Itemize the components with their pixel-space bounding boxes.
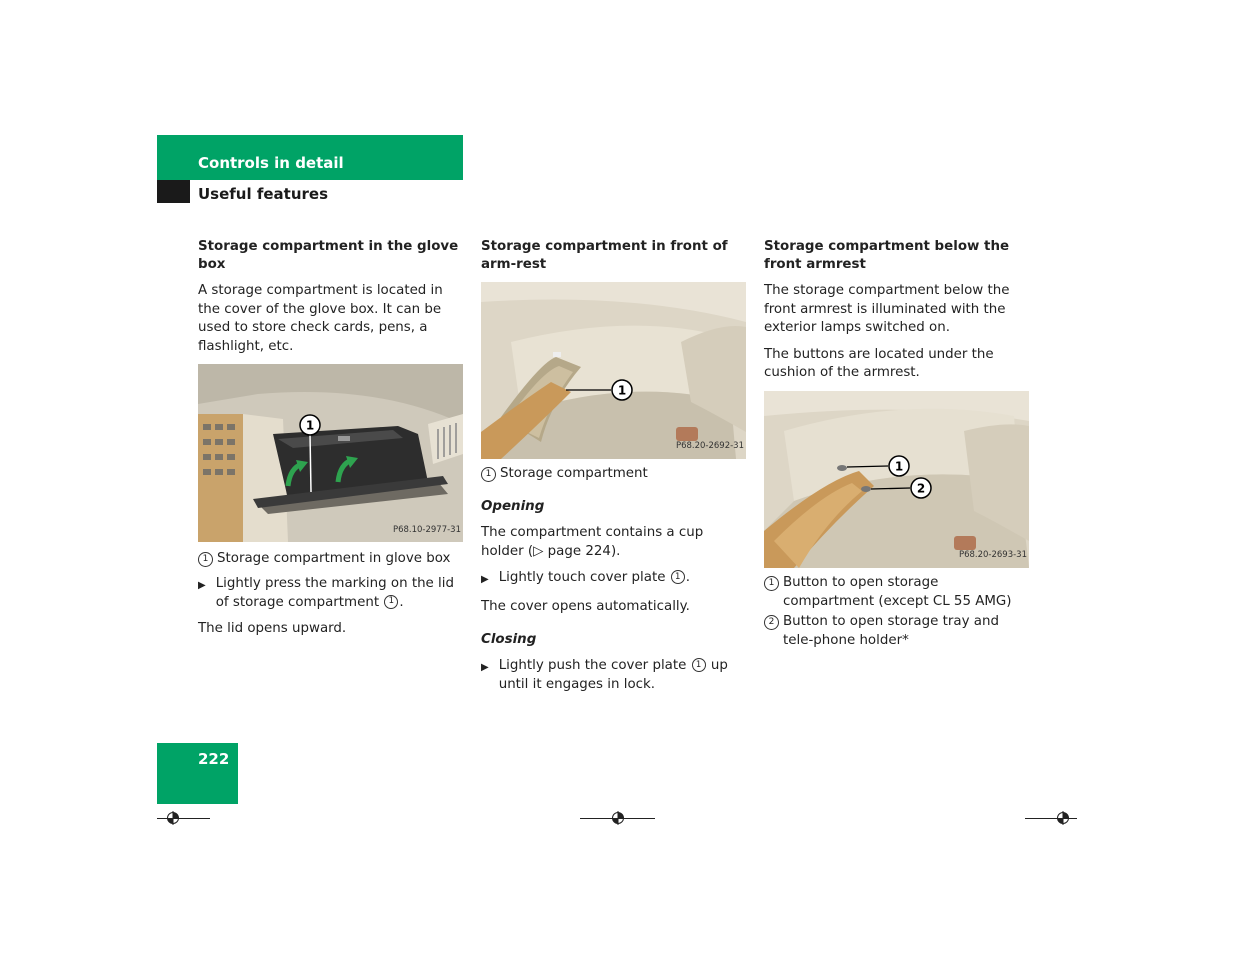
instruction-step-open <box>481 569 749 590</box>
caption-number: 1 <box>481 467 496 482</box>
subsection-title: Useful features <box>198 185 329 203</box>
caption-text: Button to open storage compartment (except CL 55 AMG) <box>783 574 1012 609</box>
caption-glove-box <box>198 550 466 569</box>
paragraph-illumination: The storage compartment below the front armrest is illuminated with the exterior lamps switched on. <box>764 283 1010 336</box>
instruction-step-close <box>481 657 749 694</box>
step-text-b: . <box>685 570 690 586</box>
instruction-step <box>198 575 466 612</box>
callout-1-label: 1 <box>894 459 904 474</box>
armrest-illustration <box>481 282 746 459</box>
step-result: The lid opens upward. <box>198 621 347 637</box>
closing-heading: Closing <box>481 631 537 647</box>
caption-number: 1 <box>764 576 779 591</box>
step-ref-number: 1 <box>671 570 685 584</box>
step-text-a: Lightly touch cover plate <box>498 570 666 586</box>
step-text <box>499 657 749 694</box>
caption-number: 1 <box>198 552 213 567</box>
caption-text: Storage compartment in glove box <box>217 551 451 567</box>
figure-glove-box <box>198 364 463 542</box>
caption-number: 2 <box>764 615 779 630</box>
opening-heading: Opening <box>481 498 545 514</box>
paragraph-buttons: The buttons are located under the cushion of the armrest. <box>764 346 994 381</box>
registration-mark-icon <box>166 811 180 825</box>
registration-line-left <box>157 818 210 819</box>
bullet-arrow-icon: ▶ <box>481 662 489 674</box>
callout-2-label: 2 <box>916 481 926 496</box>
callout-1-label: 1 <box>305 418 315 433</box>
step-text-a: Lightly push the cover plate <box>498 658 687 674</box>
step-text-b: up until it engages in lock. <box>498 658 728 692</box>
page-number: 222 <box>198 750 230 768</box>
registration-mark-icon <box>1056 811 1070 825</box>
step-result: The cover opens automatically. <box>481 598 690 614</box>
registration-mark-icon <box>611 811 625 825</box>
glove-box-illustration <box>198 364 463 542</box>
column-front-armrest <box>481 238 749 702</box>
armrest-buttons-illustration <box>764 391 1029 568</box>
heading-front-armrest: Storage compartment in front of arm-rest <box>481 239 728 272</box>
section-title: Controls in detail <box>198 154 344 172</box>
step-text-a: Lightly press the marking on the lid of storage compartment <box>215 575 454 610</box>
caption-text: Button to open storage tray and tele-phone holder* <box>783 614 999 648</box>
opening-text: The compartment contains a cup holder (▷ page 224). <box>481 525 704 559</box>
header-marker <box>157 180 190 203</box>
caption-button-2 <box>764 613 1032 650</box>
step-ref-number: 1 <box>384 595 398 609</box>
callout-1-label: 1 <box>617 383 627 398</box>
figure-below-armrest <box>764 391 1029 568</box>
figure-code: P68.20-2692-31 <box>675 441 744 452</box>
column-glove-box <box>198 238 466 647</box>
bullet-arrow-icon: ▶ <box>481 574 489 586</box>
figure-front-armrest <box>481 282 746 459</box>
heading-below-armrest: Storage compartment below the front armrest <box>764 239 1010 272</box>
step-text <box>499 569 690 590</box>
step-text-b: . <box>399 594 404 610</box>
step-text <box>216 575 466 612</box>
step-ref-number: 1 <box>692 658 706 672</box>
heading-glove-box: Storage compartment in the glove box <box>198 239 459 272</box>
figure-code: P68.20-2693-31 <box>958 550 1027 561</box>
caption-text: Storage compartment <box>500 466 648 481</box>
bullet-arrow-icon: ▶ <box>198 579 206 591</box>
intro-glove-box: A storage compartment is located in the cover of the glove box. It can be used to store check cards, pens, a flashlight, etc. <box>198 283 443 354</box>
caption-button-1 <box>764 574 1032 611</box>
caption-front-armrest <box>481 465 749 484</box>
figure-code: P68.10-2977-31 <box>392 524 461 535</box>
column-below-armrest <box>764 238 1032 656</box>
